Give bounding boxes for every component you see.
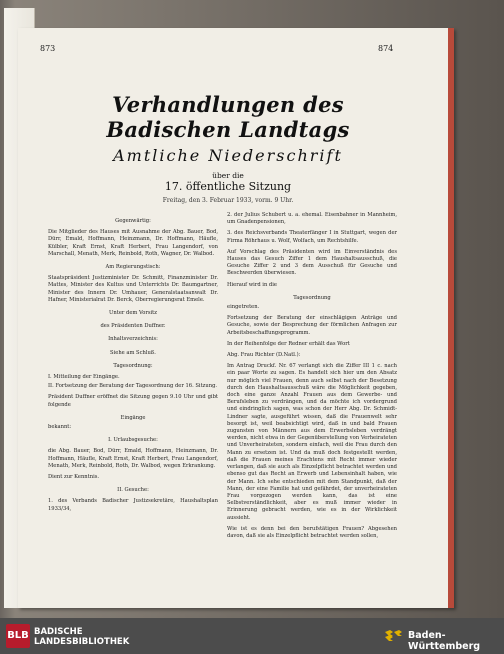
blb-name[interactable] [34,627,129,647]
paragraph: Dient zur Kenntnis. [48,474,100,481]
blb-line-2: LANDESBIBLIOTHEK [34,637,130,647]
blb-line-1: BADISCHE [34,627,83,637]
section-heading: Inhaltsverzeichnis: [108,336,158,343]
baden-wuerttemberg-name[interactable]: Baden-Württemberg [408,630,481,652]
paragraph: bekannt: [48,424,72,431]
left-text-column [48,212,218,517]
list-item: 3. des Reichsverbands Theaterfänger I in Stuttgart, wegen der Firma Röhrhaus u. Wolf, Wolfach, um Rechtshilfe. [227,230,397,244]
paragraph: Auf Vorschlag des Präsidenten wird im Einverständnis des Hauses das Gesuch Ziffer 1 dem Haushaltsausschuß, die Gesuche Ziffer 2 und 3 dem Ausschuß für Gesuche und Beschwerden überwiesen. [227,248,397,277]
paragraph: Im Antrag Druckf. Nr. 67 verlangt sich die Ziffer III 1 c. nach ein paar Worte zu sagen. Es handelt sich hier um den Absatz nur möglich viel Frauen, denn auch selbst nach der Besetzung durch den Haushaltsausschuß wäre die Möglichkeit gegeben, doch eine ganze Anzahl Frauen aus dem Gewerbe- und Berufsleben zu verdrängen, und da möchte ich vordergrund und eindringlich sagen, was schon der Herr Abg. Dr. Schmidt-Lindner sagte, ausgeführt wissen, daß die Frauenwelt sehr besorgt ist, weil beabsichtigt wird, daß in und bald Frauen zugunsten von Männern aus dem Erwerbsleben verdrängt werden, nicht etwa in der Gegenüberstellung von Verheirateten und Unverheirateten, sondern einfach, weil die Frau durch den Mann zu ersetzen ist. Und da muß doch festgestellt werden, daß die Frauen meines Erachtens mit Recht immer wieder verlangen, daß sie auch als Einzelpflicht betrachtet werden und ebenso gut das Recht an Erwerb und Lebensinhalt haben, wie der Mann. Ich sehe entschieden mit dem Standpunkt, daß der Mann, der eine Familie hat und gefährdet, der unverheirateten Frau vorgezogen werden kann, das ist eine Selbstverständlichkeit, aber es muß immer wieder in Erinnerung gebracht werden, wie es in der Wirklichkeit aussieht. [227,363,397,521]
section-heading: Eingänge [120,414,146,421]
section-heading: Tagesordnung [293,294,331,301]
uber-die-line: über die [212,171,244,180]
list-item: II. Fortsetzung der Beratung der Tagesordnung der 16. Sitzung. [48,383,218,390]
paragraph: Präsident Duffner eröffnet die Sitzung gegen 9.10 Uhr und gibt folgende [48,394,218,408]
list-item: I. Mitteilung der Eingänge. [48,374,120,381]
section-heading: Tagesordnung: [113,362,153,369]
paragraph: eingetreten. [227,304,260,311]
paragraph: In der Reihenfolge der Redner erhält das Wort [227,340,350,347]
right-text-column [227,212,397,544]
paragraph: Wie ist es denn bei den berufstätigen Frauen? Abgesehen davon, daß sie als Einzelpflicht betrachtet werden sollen, [227,525,397,539]
paragraph: Die Mitglieder des Hauses mit Ausnahme der Abg. Bauer, Bod, Dürr, Emald, Hoffmann, Heinzmann, Dr. Hoffmann, Häufle, Külbler, Kraft Ernst, Kraft Herbert, Frau Langendorf, von Marschall, Menath, Merk, Reinbold, Roth, Wagner, Dr. Walbod. [48,229,218,257]
paragraph: die Abg. Bauer, Bod, Dürr, Emald, Hoffmann, Heinzmann, Dr. Hoffmann, Häufle, Kraft Ernst, Kraft Herbert, Frau Langendorf, Menath, Merk, Reinbold, Roth, Dr. Walbod, wegen Erkrankung. [48,448,218,469]
list-item: 1. des Verbands Badischer Justizsekretäre, Haushaltsplan 1933/34, [48,498,218,512]
page-number-right: 874 [378,44,394,53]
paragraph: Hierauf wird in die [227,281,277,288]
section-heading: Unter dem Vorsitz [109,310,157,317]
baden-wuerttemberg-lions-icon [384,628,404,642]
blb-logo[interactable]: BLB [6,624,30,648]
paragraph: Staatspräsident Justizminister Dr. Schmitt, Finanzminister Dr. Mattes, Minister des Kultus und Unterrichts Dr. Baumgartner, Minister des Innern Dr. Umhauer, Generalstaatsanwalt Dr. Hafner, Ministerialrat Dr. Berck, Oberregierungsrat Emele. [48,275,218,303]
section-heading: Gegenwärtig: [115,218,151,224]
paragraph: Fortsetzung der Beratung der einschlägigen Anträge und Gesuche, sowie der Besprechung der förmlichen Anfragen zur Arbeitsbeschaffungsprogramm. [227,315,397,336]
sitzung-title: 17. öffentliche Sitzung [164,180,292,193]
paragraph: Siehe am Schluß. [110,349,156,356]
page-number-left: 873 [40,44,56,53]
section-heading: Am Regierungstisch: [105,264,161,271]
paragraph: des Präsidenten Duffner. [100,323,166,330]
document-headline: Verhandlungen des Badischen Landtags [106,92,350,142]
section-heading: I. Urlaubsgesuche: [108,437,158,444]
list-item: 2. der Julius Schubert u. a. ehemal. Eisenbahner in Mannheim, um Gnadenpensionen, [227,212,397,226]
document-subhead: Amtliche Niederschrift [113,146,343,165]
section-heading: II. Gesuche: [117,487,149,494]
session-date: Freitag, den 3. Februar 1933, vorm. 9 Uhr. [162,197,294,204]
speaker-name: Abg. Frau Richter (D.Natl.): [227,352,301,359]
